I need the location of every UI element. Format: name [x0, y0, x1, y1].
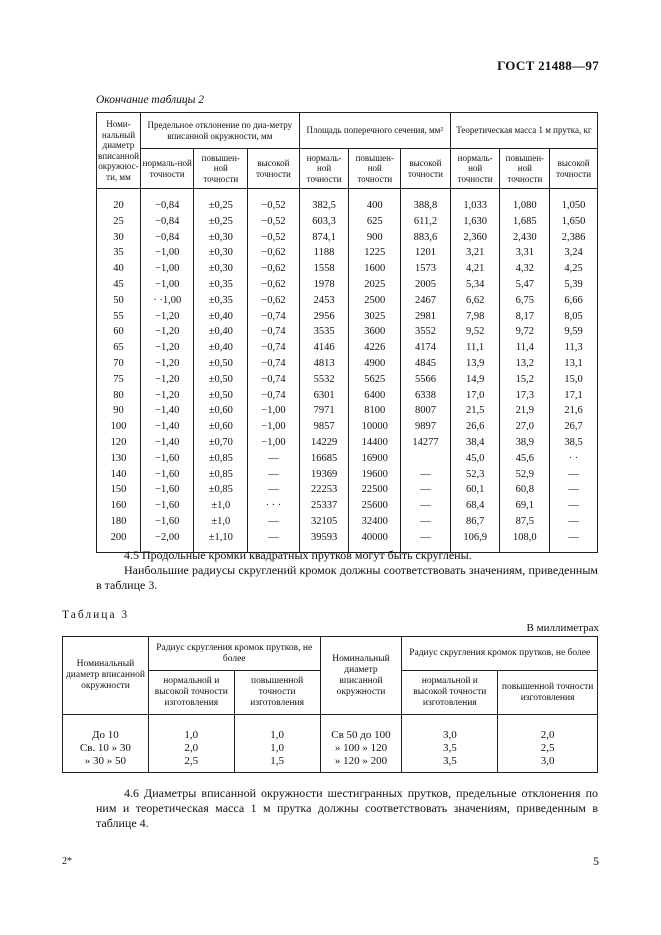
- t2-dev-increased-cell: ±0,50: [194, 388, 248, 404]
- t2-dev-normal-cell: −1,20: [140, 372, 194, 388]
- t2-mass-high-cell: 21,6: [550, 403, 598, 419]
- t2-nominal-cell: 200: [97, 530, 141, 552]
- t2-dev-increased-cell: ±0,35: [194, 277, 248, 293]
- t2-dev-high-cell: —: [248, 451, 300, 467]
- t2-mass-increased-cell: 1,080: [500, 189, 550, 214]
- t2-nominal-cell: 40: [97, 261, 141, 277]
- t2-dev-high-cell: —: [248, 514, 300, 530]
- t2-area-normal-cell: 39593: [299, 530, 349, 552]
- t2-nominal-header: Номи-нальный диаметр вписанной окружнос-ти, мм: [97, 113, 141, 189]
- t3-body: [63, 715, 598, 773]
- t2-area-high-cell: [401, 451, 451, 467]
- t3-right-normal-cell: 3,5: [402, 742, 498, 755]
- t2-area-normal-cell: 25337: [299, 498, 349, 514]
- t2-dev-high-cell: −1,00: [248, 435, 300, 451]
- t3-right-normal-cell: 3,0: [402, 715, 498, 743]
- t2-area-increased-cell: 4900: [349, 356, 401, 372]
- t2-mass-normal-cell: 13,9: [450, 356, 500, 372]
- t2-dev-increased-cell: ±1,10: [194, 530, 248, 552]
- t3-sub-increased: повышенной точности изготовления: [234, 671, 320, 715]
- t2-dev-normal-cell: −1,40: [140, 419, 194, 435]
- t2-dev-high-cell: −0,52: [248, 214, 300, 230]
- t2-area-high-cell: 6338: [401, 388, 451, 404]
- t2-mass-normal-cell: 52,3: [450, 467, 500, 483]
- t2-mass-normal-cell: 38,4: [450, 435, 500, 451]
- t2-area-high-cell: 9897: [401, 419, 451, 435]
- t2-mass-high-cell: —: [550, 482, 598, 498]
- t2-area-increased-cell: 1600: [349, 261, 401, 277]
- t2-mass-normal-cell: 45,0: [450, 451, 500, 467]
- t3-sub-normal-high: нормальной и высокой точности изготовления: [402, 671, 498, 715]
- t2-nominal-cell: 90: [97, 403, 141, 419]
- t2-dev-high-cell: · · ·: [248, 498, 300, 514]
- table-row: [97, 372, 598, 388]
- t2-dev-increased-cell: ±1,0: [194, 514, 248, 530]
- t2-dev-high-cell: −0,74: [248, 324, 300, 340]
- t2-mass-normal-cell: 1,630: [450, 214, 500, 230]
- table-row: [63, 755, 598, 773]
- t2-area-normal-cell: 1978: [299, 277, 349, 293]
- t2-mass-high-cell: 13,1: [550, 356, 598, 372]
- t2-area-normal-cell: 382,5: [299, 189, 349, 214]
- t2-area-high-cell: 14277: [401, 435, 451, 451]
- t2-mass-high-cell: 1,650: [550, 214, 598, 230]
- t3-left-increased-cell: 1,5: [234, 755, 320, 773]
- para-4-5-line2: Наибольшие радиусы скруглений кромок должны соответствовать значениям, приведенным в таблице 3.: [96, 563, 598, 592]
- t3-left-increased-cell: 1,0: [234, 742, 320, 755]
- t2-dev-increased-cell: ±0,50: [194, 356, 248, 372]
- t2-area-increased-cell: 40000: [349, 530, 401, 552]
- t2-mass-normal-cell: 5,34: [450, 277, 500, 293]
- t3-right-increased-cell: 2,0: [498, 715, 598, 743]
- t2-sub-normal: нормаль-ной точности: [299, 149, 349, 189]
- t2-area-increased-cell: 625: [349, 214, 401, 230]
- t2-mass-high-cell: —: [550, 530, 598, 552]
- table-row: [97, 189, 598, 214]
- para-4-5-line1: 4.5 Продольные кромки квадратных прутков могут быть скруглены.: [124, 548, 472, 562]
- t2-mass-increased-cell: 2,430: [500, 230, 550, 246]
- t2-mass-increased-cell: 13,2: [500, 356, 550, 372]
- t2-dev-normal-cell: −1,60: [140, 451, 194, 467]
- t2-dev-increased-cell: ±0,35: [194, 293, 248, 309]
- t2-area-normal-cell: 6301: [299, 388, 349, 404]
- t2-area-normal-cell: 19369: [299, 467, 349, 483]
- t2-area-increased-cell: 16900: [349, 451, 401, 467]
- t2-area-high-cell: 3552: [401, 324, 451, 340]
- t2-dev-high-cell: −0,74: [248, 372, 300, 388]
- t2-nominal-cell: 50: [97, 293, 141, 309]
- t2-mass-high-cell: —: [550, 498, 598, 514]
- t2-mass-high-cell: 17,1: [550, 388, 598, 404]
- t2-mass-normal-cell: 86,7: [450, 514, 500, 530]
- t2-mass-normal-cell: 60,1: [450, 482, 500, 498]
- t2-mass-normal-cell: 106,9: [450, 530, 500, 552]
- t2-nominal-cell: 120: [97, 435, 141, 451]
- t3-sub-increased: повышенной точности изготовления: [498, 671, 598, 715]
- t2-mass-normal-cell: 7,98: [450, 309, 500, 325]
- t2-mass-increased-cell: 27,0: [500, 419, 550, 435]
- t2-area-increased-cell: 25600: [349, 498, 401, 514]
- t2-area-normal-cell: 874,1: [299, 230, 349, 246]
- t2-mass-increased-cell: 3,31: [500, 245, 550, 261]
- t2-dev-normal-cell: −1,00: [140, 261, 194, 277]
- t2-area-normal-cell: 4146: [299, 340, 349, 356]
- t2-area-increased-cell: 6400: [349, 388, 401, 404]
- t3-left-normal-cell: 2,5: [148, 755, 234, 773]
- t2-area-increased-cell: 5625: [349, 372, 401, 388]
- t2-dev-increased-cell: ±0,70: [194, 435, 248, 451]
- t2-nominal-cell: 130: [97, 451, 141, 467]
- t2-dev-increased-cell: ±0,25: [194, 214, 248, 230]
- table-row: [97, 435, 598, 451]
- t2-mass-increased-cell: 17,3: [500, 388, 550, 404]
- t2-dev-normal-cell: −1,20: [140, 388, 194, 404]
- t2-mass-normal-cell: 26,6: [450, 419, 500, 435]
- t2-mass-header: Теоретическая масса 1 м прутка, кг: [450, 113, 597, 149]
- t2-mass-increased-cell: 60,8: [500, 482, 550, 498]
- t2-dev-high-cell: −0,62: [248, 245, 300, 261]
- t2-area-normal-cell: 2453: [299, 293, 349, 309]
- t2-mass-high-cell: 1,050: [550, 189, 598, 214]
- t2-area-increased-cell: 14400: [349, 435, 401, 451]
- t2-area-normal-cell: 16685: [299, 451, 349, 467]
- t2-area-increased-cell: 3600: [349, 324, 401, 340]
- table-row: [97, 277, 598, 293]
- t2-nominal-cell: 55: [97, 309, 141, 325]
- t2-mass-normal-cell: 68,4: [450, 498, 500, 514]
- t2-dev-high-cell: −0,74: [248, 356, 300, 372]
- t2-dev-normal-cell: −0,84: [140, 214, 194, 230]
- t2-dev-high-cell: −0,62: [248, 277, 300, 293]
- t2-dev-increased-cell: ±0,30: [194, 261, 248, 277]
- t2-area-increased-cell: 900: [349, 230, 401, 246]
- t2-sub-increased: повышен-ной точности: [349, 149, 401, 189]
- t2-mass-high-cell: 3,24: [550, 245, 598, 261]
- t2-sub-high: высокой точности: [550, 149, 598, 189]
- t2-mass-increased-cell: 8,17: [500, 309, 550, 325]
- t2-mass-normal-cell: 1,033: [450, 189, 500, 214]
- t3-radius-header: Радиус скругления кромок прутков, не более: [148, 637, 320, 671]
- t2-mass-high-cell: 9,59: [550, 324, 598, 340]
- t2-dev-normal-cell: −1,20: [140, 309, 194, 325]
- t2-mass-high-cell: 38,5: [550, 435, 598, 451]
- table-row: [97, 340, 598, 356]
- t2-dev-high-cell: —: [248, 530, 300, 552]
- t2-area-high-cell: 2981: [401, 309, 451, 325]
- t2-dev-increased-cell: ±0,40: [194, 324, 248, 340]
- t2-area-normal-cell: 9857: [299, 419, 349, 435]
- t2-mass-increased-cell: 1,685: [500, 214, 550, 230]
- t2-area-increased-cell: 3025: [349, 309, 401, 325]
- t2-area-normal-cell: 3535: [299, 324, 349, 340]
- t2-mass-increased-cell: 52,9: [500, 467, 550, 483]
- t2-dev-normal-cell: −1,00: [140, 277, 194, 293]
- t3-right-diameter-cell: » 100 » 120: [320, 742, 402, 755]
- para-4-6: 4.6 Диаметры вписанной окружности шестигранных прутков, предельные отклонения по ним и теоретическая масса 1 м прутка должны соответствовать значениям, приведенным в таблице 4.: [96, 786, 598, 830]
- t2-dev-increased-cell: ±0,50: [194, 372, 248, 388]
- t2-dev-increased-cell: ±0,85: [194, 451, 248, 467]
- t2-area-normal-cell: 22253: [299, 482, 349, 498]
- t2-dev-high-cell: —: [248, 482, 300, 498]
- table2-caption: Окончание таблицы 2: [96, 94, 204, 106]
- t2-dev-increased-cell: ±0,85: [194, 467, 248, 483]
- t2-nominal-cell: 150: [97, 482, 141, 498]
- t2-area-high-cell: 4174: [401, 340, 451, 356]
- t2-area-high-cell: 2467: [401, 293, 451, 309]
- t2-mass-high-cell: 4,25: [550, 261, 598, 277]
- t3-left-diameter-cell: » 30 » 50: [63, 755, 149, 773]
- t2-area-high-cell: —: [401, 467, 451, 483]
- t2-area-increased-cell: 19600: [349, 467, 401, 483]
- t2-mass-high-cell: 2,386: [550, 230, 598, 246]
- t2-area-normal-cell: 7971: [299, 403, 349, 419]
- t2-mass-normal-cell: 14,9: [450, 372, 500, 388]
- t2-nominal-cell: 70: [97, 356, 141, 372]
- t3-left-normal-cell: 2,0: [148, 742, 234, 755]
- t2-nominal-cell: 180: [97, 514, 141, 530]
- t2-nominal-cell: 35: [97, 245, 141, 261]
- t2-sub-normal: нормаль-ной точности: [450, 149, 500, 189]
- t3-left-increased-cell: 1,0: [234, 715, 320, 743]
- t2-mass-high-cell: —: [550, 467, 598, 483]
- t2-area-high-cell: 611,2: [401, 214, 451, 230]
- table-row: [97, 245, 598, 261]
- t2-dev-normal-cell: −1,60: [140, 467, 194, 483]
- t2-area-normal-cell: 2956: [299, 309, 349, 325]
- t2-sub-high: высокой точности: [248, 149, 300, 189]
- t2-area-high-cell: 1573: [401, 261, 451, 277]
- t2-mass-increased-cell: 6,75: [500, 293, 550, 309]
- t2-dev-high-cell: −0,52: [248, 189, 300, 214]
- t2-area-normal-cell: 4813: [299, 356, 349, 372]
- t2-nominal-cell: 75: [97, 372, 141, 388]
- t2-mass-increased-cell: 11,4: [500, 340, 550, 356]
- t2-mass-increased-cell: 108,0: [500, 530, 550, 552]
- t2-mass-normal-cell: 9,52: [450, 324, 500, 340]
- table3-title: Таблица 3: [62, 609, 130, 621]
- t2-nominal-cell: 25: [97, 214, 141, 230]
- t2-mass-high-cell: 11,3: [550, 340, 598, 356]
- t2-dev-high-cell: −0,62: [248, 261, 300, 277]
- t2-area-high-cell: 4845: [401, 356, 451, 372]
- table-row: [97, 451, 598, 467]
- t2-area-increased-cell: 10000: [349, 419, 401, 435]
- t2-mass-increased-cell: 5,47: [500, 277, 550, 293]
- t3-right-increased-cell: 3,0: [498, 755, 598, 773]
- t2-mass-increased-cell: 4,32: [500, 261, 550, 277]
- t2-mass-increased-cell: 15,2: [500, 372, 550, 388]
- t2-dev-normal-cell: −1,20: [140, 324, 194, 340]
- t2-area-increased-cell: 2025: [349, 277, 401, 293]
- t2-mass-high-cell: · ·: [550, 451, 598, 467]
- t2-dev-normal-cell: −0,84: [140, 189, 194, 214]
- t2-area-normal-cell: 5532: [299, 372, 349, 388]
- t3-right-diameter-cell: » 120 » 200: [320, 755, 402, 773]
- standard-header: ГОСТ 21488—97: [497, 58, 599, 73]
- table-row: [97, 324, 598, 340]
- t2-dev-high-cell: −0,74: [248, 340, 300, 356]
- t2-mass-normal-cell: 4,21: [450, 261, 500, 277]
- table2: [96, 112, 598, 553]
- table-row: [97, 514, 598, 530]
- table3-unit: В миллиметрах: [526, 622, 599, 634]
- t2-area-high-cell: 8007: [401, 403, 451, 419]
- t2-area-increased-cell: 2500: [349, 293, 401, 309]
- t2-dev-high-cell: −0,74: [248, 388, 300, 404]
- t2-area-normal-cell: 1188: [299, 245, 349, 261]
- t2-nominal-cell: 60: [97, 324, 141, 340]
- table-row: [97, 293, 598, 309]
- t2-mass-increased-cell: 69,1: [500, 498, 550, 514]
- t2-dev-normal-cell: −1,40: [140, 435, 194, 451]
- t3-right-diameter-cell: Св 50 до 100: [320, 715, 402, 743]
- t2-nominal-cell: 30: [97, 230, 141, 246]
- t2-body: [97, 189, 598, 553]
- t2-dev-increased-cell: ±0,40: [194, 309, 248, 325]
- t2-dev-increased-cell: ±1,0: [194, 498, 248, 514]
- t2-dev-increased-cell: ±0,30: [194, 245, 248, 261]
- t2-dev-normal-cell: −1,60: [140, 514, 194, 530]
- t2-dev-high-cell: —: [248, 467, 300, 483]
- t2-mass-normal-cell: 2,360: [450, 230, 500, 246]
- t2-mass-normal-cell: 17,0: [450, 388, 500, 404]
- table-row: [97, 214, 598, 230]
- t2-nominal-cell: 160: [97, 498, 141, 514]
- t2-mass-high-cell: 5,39: [550, 277, 598, 293]
- t2-dev-increased-cell: ±0,60: [194, 403, 248, 419]
- t2-dev-increased-cell: ±0,85: [194, 482, 248, 498]
- page-number: 5: [593, 854, 599, 868]
- t2-dev-high-cell: −1,00: [248, 403, 300, 419]
- t2-area-increased-cell: 1225: [349, 245, 401, 261]
- t2-dev-normal-cell: −0,84: [140, 230, 194, 246]
- t3-right-normal-cell: 3,5: [402, 755, 498, 773]
- t2-mass-increased-cell: 9,72: [500, 324, 550, 340]
- t2-mass-normal-cell: 11,1: [450, 340, 500, 356]
- t2-area-increased-cell: 22500: [349, 482, 401, 498]
- t3-left-normal-cell: 1,0: [148, 715, 234, 743]
- t2-dev-normal-cell: −1,00: [140, 245, 194, 261]
- t2-sub-normal: нормаль-ной точности: [140, 149, 194, 189]
- t2-area-increased-cell: 8100: [349, 403, 401, 419]
- t2-sub-increased: повышен-ной точности: [194, 149, 248, 189]
- table-row: [97, 498, 598, 514]
- t2-area-header: Площадь поперечного сечения, мм²: [299, 113, 450, 149]
- t2-mass-increased-cell: 87,5: [500, 514, 550, 530]
- t2-area-increased-cell: 400: [349, 189, 401, 214]
- t2-dev-high-cell: −0,62: [248, 293, 300, 309]
- table-row: [97, 356, 598, 372]
- t3-sub-normal-high: нормальной и высокой точности изготовления: [148, 671, 234, 715]
- t2-dev-normal-cell: −1,20: [140, 340, 194, 356]
- t2-mass-high-cell: 6,66: [550, 293, 598, 309]
- table-row: [97, 309, 598, 325]
- t2-mass-increased-cell: 45,6: [500, 451, 550, 467]
- t2-mass-high-cell: 8,05: [550, 309, 598, 325]
- t2-area-increased-cell: 4226: [349, 340, 401, 356]
- t3-right-increased-cell: 2,5: [498, 742, 598, 755]
- t3-radius-header: Радиус скругления кромок прутков, не более: [402, 637, 598, 671]
- t2-sub-high: высокой точности: [401, 149, 451, 189]
- table3: [62, 636, 598, 773]
- table-row: [97, 403, 598, 419]
- t2-sub-increased: повышен-ной точности: [500, 149, 550, 189]
- t2-mass-high-cell: 26,7: [550, 419, 598, 435]
- t2-mass-normal-cell: 3,21: [450, 245, 500, 261]
- t2-mass-increased-cell: 21,9: [500, 403, 550, 419]
- t2-mass-normal-cell: 21,5: [450, 403, 500, 419]
- t2-dev-high-cell: −0,52: [248, 230, 300, 246]
- table-row: [97, 419, 598, 435]
- t3-left-diameter-cell: До 10: [63, 715, 149, 743]
- t2-dev-high-cell: −0,74: [248, 309, 300, 325]
- table-row: [63, 715, 598, 743]
- t3-nominal-header: Номинальный диаметр вписанной окружности: [320, 637, 402, 715]
- t2-mass-high-cell: 15,0: [550, 372, 598, 388]
- t2-dev-normal-cell: −1,60: [140, 482, 194, 498]
- t2-dev-increased-cell: ±0,30: [194, 230, 248, 246]
- t2-area-high-cell: —: [401, 482, 451, 498]
- t2-dev-increased-cell: ±0,25: [194, 189, 248, 214]
- t2-area-high-cell: —: [401, 530, 451, 552]
- t2-nominal-cell: 100: [97, 419, 141, 435]
- t3-left-diameter-cell: Св. 10 » 30: [63, 742, 149, 755]
- t2-nominal-cell: 20: [97, 189, 141, 214]
- table-row: [97, 467, 598, 483]
- t2-area-high-cell: 5566: [401, 372, 451, 388]
- t2-area-high-cell: —: [401, 514, 451, 530]
- t2-area-high-cell: 1201: [401, 245, 451, 261]
- table-row: [63, 742, 598, 755]
- t2-mass-normal-cell: 6,62: [450, 293, 500, 309]
- t2-dev-normal-cell: −2,00: [140, 530, 194, 552]
- t2-dev-increased-cell: ±0,40: [194, 340, 248, 356]
- t2-area-normal-cell: 14229: [299, 435, 349, 451]
- t2-dev-increased-cell: ±0,60: [194, 419, 248, 435]
- footer-sheet-mark: 2*: [62, 856, 72, 867]
- t2-mass-increased-cell: 38,9: [500, 435, 550, 451]
- t2-area-high-cell: 388,8: [401, 189, 451, 214]
- t2-nominal-cell: 45: [97, 277, 141, 293]
- table-row: [97, 261, 598, 277]
- table-row: [97, 388, 598, 404]
- t2-dev-high-cell: −1,00: [248, 419, 300, 435]
- t2-area-normal-cell: 1558: [299, 261, 349, 277]
- t2-nominal-cell: 65: [97, 340, 141, 356]
- t2-dev-normal-cell: −1,40: [140, 403, 194, 419]
- t2-dev-normal-cell: · ·1,00: [140, 293, 194, 309]
- table-row: [97, 482, 598, 498]
- t2-area-high-cell: —: [401, 498, 451, 514]
- t2-mass-high-cell: —: [550, 514, 598, 530]
- t2-area-high-cell: 2005: [401, 277, 451, 293]
- t2-area-normal-cell: 603,3: [299, 214, 349, 230]
- t3-nominal-header: Номинальный диаметр вписанной окружности: [63, 637, 149, 715]
- t2-deviation-header: Предельное отклонение по диа-метру вписанной окружности, мм: [140, 113, 299, 149]
- t2-dev-normal-cell: −1,60: [140, 498, 194, 514]
- t2-area-high-cell: 883,6: [401, 230, 451, 246]
- table-row: [97, 230, 598, 246]
- t2-area-normal-cell: 32105: [299, 514, 349, 530]
- t2-nominal-cell: 140: [97, 467, 141, 483]
- t2-nominal-cell: 80: [97, 388, 141, 404]
- t2-dev-normal-cell: −1,20: [140, 356, 194, 372]
- t2-area-increased-cell: 32400: [349, 514, 401, 530]
